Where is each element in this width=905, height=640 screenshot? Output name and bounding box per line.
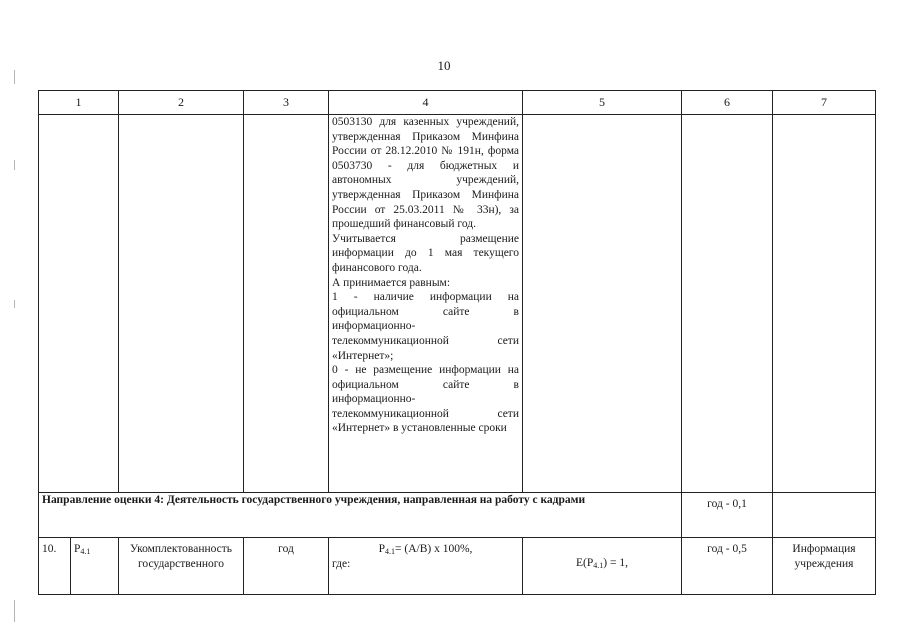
indicator-formula	[329, 538, 523, 595]
page-number: 10	[437, 58, 451, 73]
column-header: 3	[244, 91, 329, 115]
table-row	[39, 538, 876, 595]
column-header: 7	[773, 91, 876, 115]
description-paragraph: 0503130 для казенных учреждений, утвержденная Приказом Минфина России от 28.12.2010 № 191н, форма 0503730 - для бюджетных и автономных учреждений, утвержденная Приказом Минфина России от 25.03.2011 № 33н), за прошедший финансовый год.	[332, 116, 519, 231]
empty-cell	[523, 115, 682, 493]
formula-subscript: 4.1	[385, 547, 395, 556]
binding-margin-mark	[14, 70, 15, 84]
indicator-description	[329, 115, 523, 493]
formula-letter: P	[378, 543, 385, 555]
eval-rest: ) = 1,	[603, 557, 628, 569]
binding-margin-mark	[14, 300, 15, 308]
column-header: 4	[329, 91, 523, 115]
empty-cell	[682, 115, 773, 493]
continuation-row	[39, 115, 876, 493]
empty-cell	[773, 115, 876, 493]
section-weight: год - 0,1	[682, 493, 773, 538]
column-number-row	[39, 91, 876, 115]
data-source: Информация учреждения	[773, 538, 876, 595]
binding-margin-mark	[14, 160, 15, 170]
column-header: 2	[119, 91, 244, 115]
evaluation-rule	[523, 538, 682, 595]
formula-expression: = (A/B) x 100%,	[395, 543, 473, 555]
empty-cell	[39, 115, 119, 493]
eval-subscript: 4.1	[593, 561, 604, 570]
description-paragraph: А принимается равным:	[332, 276, 451, 289]
indicator-unit: год	[244, 538, 329, 595]
description-paragraph: 0 - не размещение информации на официальном сайте в информационно-телекоммуникационной сети «Интернет» в установленные сроки	[332, 364, 519, 435]
description-paragraph: 1 - наличие информации на официальном сайте в информационно-телекоммуникационной сети «Интернет»;	[332, 291, 519, 362]
formula-where: где:	[332, 557, 351, 570]
indicator-name: Укомплектованность государственного	[119, 538, 244, 595]
indicator-code-letter: P	[74, 543, 81, 555]
description-paragraph: Учитывается размещение информации до 1 мая текущего финансового года.	[332, 232, 519, 274]
row-number: 10.	[39, 538, 71, 595]
eval-prefix: E(P	[576, 557, 594, 569]
indicator-code	[71, 538, 119, 595]
section-row	[39, 493, 876, 538]
empty-cell	[773, 493, 876, 538]
empty-cell	[244, 115, 329, 493]
column-header: 1	[39, 91, 119, 115]
column-header: 5	[523, 91, 682, 115]
binding-margin-mark	[14, 600, 15, 622]
indicator-code-subscript: 4.1	[80, 547, 91, 556]
evaluation-table	[38, 90, 876, 595]
section-title: Направление оценки 4: Деятельность государственного учреждения, направленная на работу с кадрами	[39, 493, 682, 538]
column-header: 6	[682, 91, 773, 115]
empty-cell	[119, 115, 244, 493]
indicator-weight: год - 0,5	[682, 538, 773, 595]
